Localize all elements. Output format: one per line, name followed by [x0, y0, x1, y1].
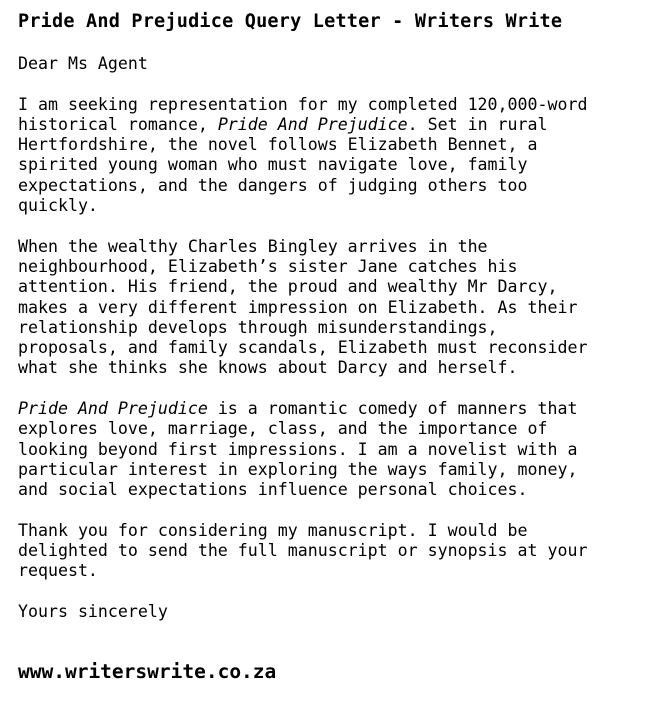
website-url: www.writerswrite.co.za	[18, 660, 277, 683]
text-segment: is a romantic comedy of manners that	[207, 399, 578, 419]
text-line: I am seeking representation for my completed 120,000-word	[18, 94, 588, 114]
text-line: attention. His friend, the proud and wealthy Mr Darcy,	[18, 277, 558, 297]
text-line: Hertfordshire, the novel follows Elizabeth Bennet, a	[18, 135, 538, 155]
text-line: When the wealthy Charles Bingley arrives in the	[18, 236, 488, 256]
book-title: Pride And Prejudice	[217, 114, 408, 134]
text-line: and social expectations influence personal choices.	[18, 480, 528, 500]
text-line: particular interest in exploring the ways family, money,	[18, 459, 578, 479]
text-line: neighbourhood, Elizabeth’s sister Jane catches his	[18, 256, 518, 276]
closing: Yours sincerely	[18, 602, 168, 622]
paragraph-gap	[18, 74, 638, 94]
text-line	[18, 115, 638, 135]
text-line: what she thinks she knows about Darcy and herself.	[18, 358, 518, 378]
text-line: proposals, and family scandals, Elizabeth must reconsider	[18, 338, 588, 358]
paragraph-synopsis	[18, 237, 638, 379]
text-line: relationship develops through misunderstandings,	[18, 317, 498, 337]
text-line: explores love, marriage, class, and the importance of	[18, 419, 548, 439]
text-line: expectations, and the dangers of judging others too	[18, 175, 528, 195]
text-line: Thank you for considering my manuscript. I would be	[18, 520, 528, 540]
text-line: quickly.	[18, 196, 98, 216]
text-segment: historical romance,	[18, 114, 218, 134]
paragraph-intro	[18, 95, 638, 217]
paragraph-thanks	[18, 521, 638, 582]
paragraph-pitch	[18, 399, 638, 500]
salutation: Dear Ms Agent	[18, 54, 148, 73]
book-title: Pride And Prejudice	[18, 399, 208, 419]
paragraph-gap	[18, 379, 638, 399]
text-line: spirited young woman who must navigate love, family	[18, 155, 528, 175]
text-line	[18, 399, 638, 419]
paragraph-gap	[18, 501, 638, 521]
text-line: makes a very different impression on Elizabeth. As their	[18, 297, 578, 317]
text-line: request.	[18, 561, 98, 581]
text-segment: . Set in rural	[407, 114, 548, 134]
letter	[18, 10, 638, 622]
text-line: delighted to send the full manuscript or synopsis at your	[18, 541, 588, 561]
paragraph-gap	[18, 216, 638, 236]
paragraph-gap	[18, 582, 638, 602]
text-line: looking beyond first impressions. I am a novelist with a	[18, 439, 578, 459]
page-title: Pride And Prejudice Query Letter - Writers Write	[18, 11, 563, 32]
